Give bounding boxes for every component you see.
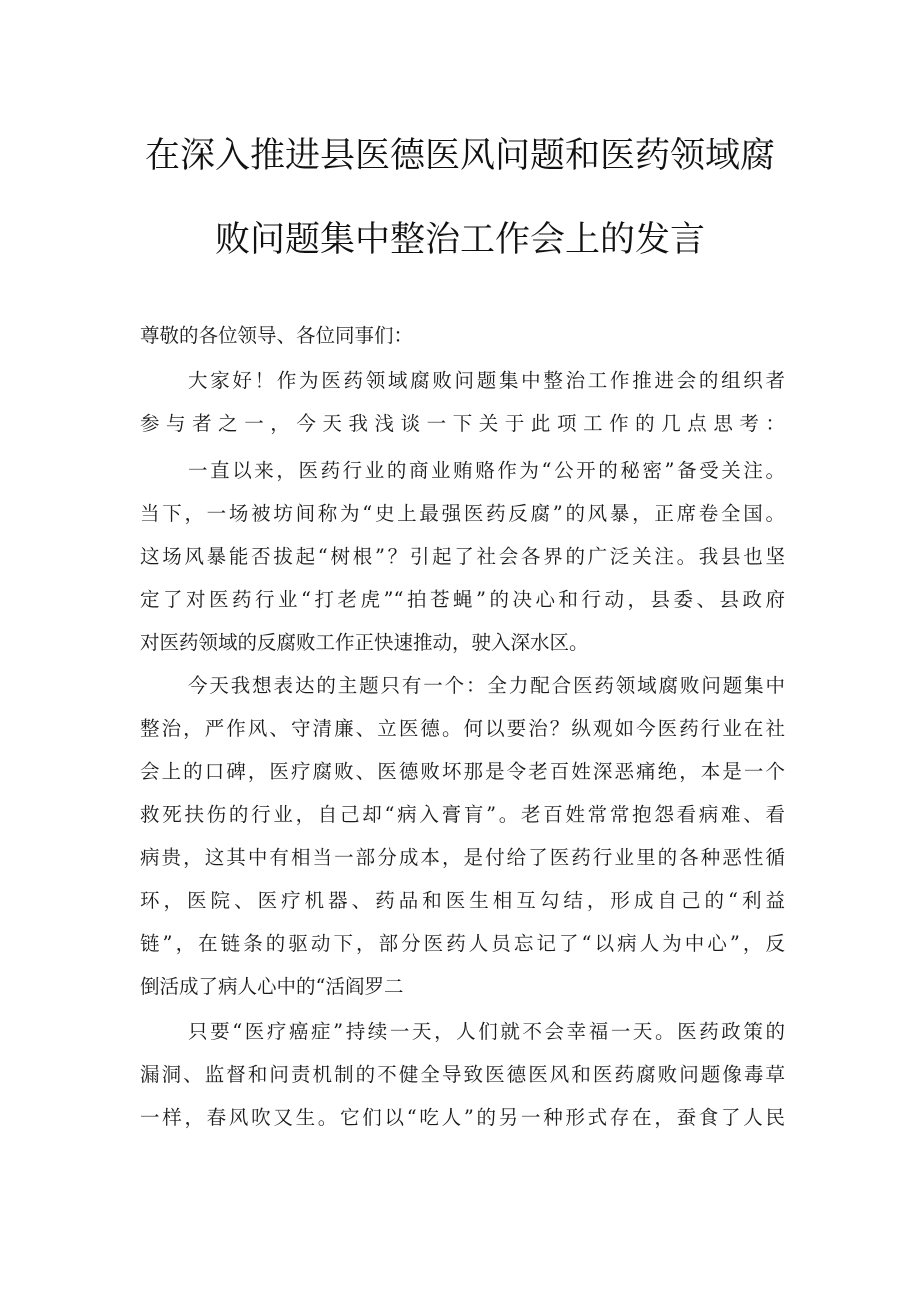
paragraph-line: 大家好！作为医药领域腐败问题集中整治工作推进会的组织者 bbox=[188, 369, 785, 392]
paragraph-line: 参与者之一，今天我浅谈一下关于此项工作的几点思考： bbox=[140, 412, 785, 435]
paragraph-line: 链”，在链条的驱动下，部分医药人员忘记了“以病人为中心”，反 bbox=[140, 932, 785, 955]
paragraph-line: 病贵，这其中有相当一部分成本，是付给了医药行业里的各种恶性循 bbox=[140, 846, 785, 869]
paragraph-line: 救死扶伤的行业，自己却“病入膏肓”。老百姓常常抱怨看病难、看 bbox=[140, 803, 785, 826]
paragraph-line: 会上的口碑，医疗腐败、医德败坏那是令老百姓深恶痛绝，本是一个 bbox=[140, 760, 785, 783]
paragraph-line: 定了对医药行业“打老虎”“拍苍蝇”的决心和行动，县委、县政府 bbox=[140, 588, 785, 611]
paragraph-line: 当下，一场被坊间称为“史上最强医药反腐”的风暴，正席卷全国。 bbox=[140, 502, 785, 525]
paragraph-line: 只要“医疗癌症”持续一天，人们就不会幸福一天。医药政策的 bbox=[188, 1020, 785, 1043]
paragraph-line: 对医药领域的反腐败工作正快速推动，驶入深水区。 bbox=[140, 631, 589, 654]
paragraph-line: 今天我想表达的主题只有一个：全力配合医药领域腐败问题集中 bbox=[188, 674, 785, 697]
salutation: 尊敬的各位领导、各位同事们： bbox=[140, 324, 414, 347]
document-title-line-1: 在深入推进县医德医风问题和医药领域腐 bbox=[144, 136, 775, 176]
paragraph-line: 倒活成了病人心中的“活阎罗二 bbox=[140, 975, 404, 998]
paragraph-line: 一样，春风吹又生。它们以“吃人”的另一种形式存在，蚕食了人民 bbox=[140, 1106, 785, 1129]
paragraph-line: 一直以来，医药行业的商业贿赂作为“公开的秘密”备受关注。 bbox=[188, 459, 785, 482]
paragraph-line: 漏洞、监督和问责机制的不健全导致医德医风和医药腐败问题像毒草 bbox=[140, 1063, 785, 1086]
paragraph-line: 环，医院、医疗机器、药品和医生相互勾结，形成自己的“利益 bbox=[140, 889, 785, 912]
paragraph-line: 整治，严作风、守清廉、立医德。何以要治？纵观如今医药行业在社 bbox=[140, 717, 785, 740]
paragraph-line: 这场风暴能否拔起“树根”？引起了社会各界的广泛关注。我县也坚 bbox=[140, 545, 785, 568]
document-title-line-2: 败问题集中整治工作会上的发言 bbox=[214, 220, 705, 260]
